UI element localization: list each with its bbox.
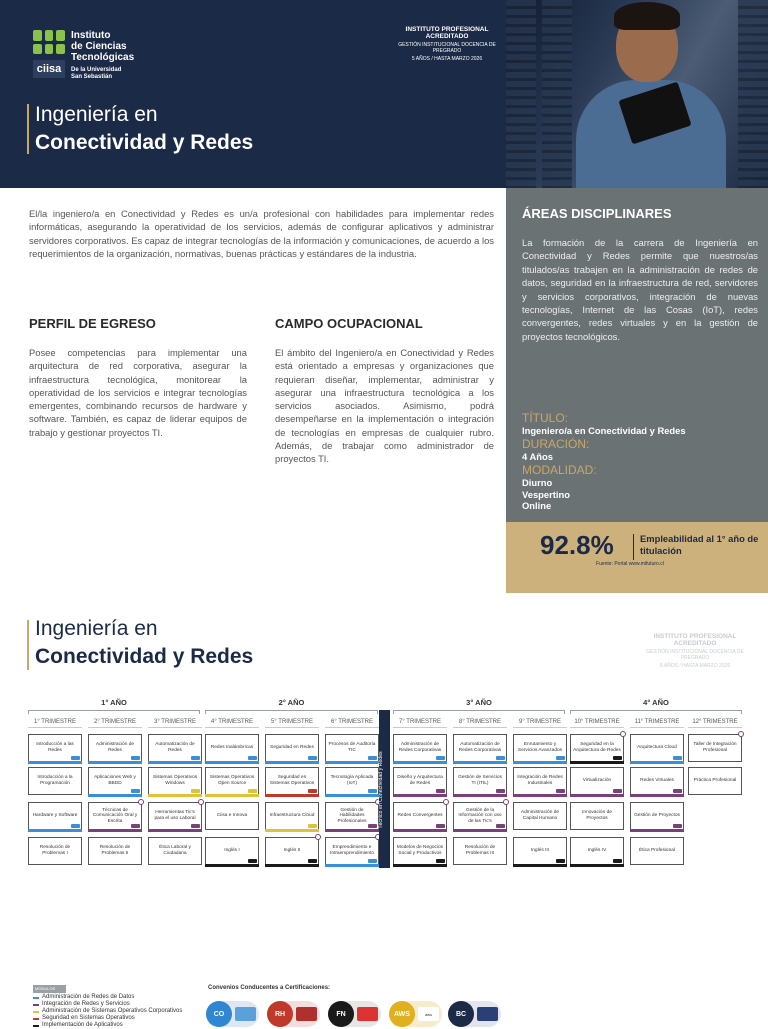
course-box (570, 734, 624, 762)
logo-brand-text: ciisa (33, 60, 65, 78)
course-name: Modelos de Negocios Social y Productivos (396, 845, 444, 856)
module-color-bar (393, 761, 447, 764)
module-color-bar (630, 761, 684, 764)
title-accent-bar (27, 104, 29, 154)
cert-badge-fn: FN (328, 1001, 381, 1027)
trimester-header: 6° TRIMESTRE (325, 716, 379, 728)
year-divider (28, 710, 200, 711)
module-badge-icon (613, 756, 622, 760)
course-box (148, 802, 202, 830)
course-name: Seguridad en la Arquitectura de Redes (573, 742, 621, 753)
institution-name: Instituto de Ciencias Tecnológicas (71, 30, 135, 63)
course-box (630, 734, 684, 762)
module-badge-icon (368, 789, 377, 793)
module-color-bar (570, 761, 624, 764)
cert-badge-rh: RH (267, 1001, 320, 1027)
module-color-bar (28, 829, 82, 832)
course-name: Enrutamiento y Servicios Avanzados (517, 742, 563, 753)
module-badge-icon (248, 859, 257, 863)
course-name: Técnicas de Comunicación Oral y Escrita (92, 807, 138, 824)
course-box (265, 837, 319, 865)
course-box (205, 767, 259, 795)
modalidad-value: Online (522, 500, 552, 511)
course-name: Administración de Capital Humano (520, 810, 560, 821)
module-badge-icon (368, 824, 377, 828)
titulo-value: Ingeniero/a en Conectividad y Redes (522, 425, 686, 436)
course-name: Virtualización (582, 778, 612, 784)
course-name: Ciisa e Innova (216, 813, 248, 819)
module-badge-icon (71, 756, 80, 760)
module-badge-icon (673, 824, 682, 828)
certification-dot-icon (138, 799, 144, 805)
module-color-bar (570, 864, 624, 867)
course-name: Introducción a la Programación (37, 775, 73, 786)
course-name: Gestión de Habilidades Profesionales (337, 807, 367, 824)
title-accent-bar (27, 620, 29, 670)
year-label: 3° AÑO (466, 698, 492, 707)
course-name: Taller de Integración Profesional (693, 742, 737, 753)
course-name: Automatización de Redes (155, 742, 195, 753)
course-name: Tecnología Aplicada (IoT) (330, 775, 374, 786)
modalidad-value: Vespertino (522, 488, 570, 500)
course-name: Administración de Redes (95, 742, 135, 753)
year-tick (28, 710, 29, 714)
module-color-bar (205, 794, 259, 797)
course-box (453, 767, 507, 795)
module-badge-icon (308, 824, 317, 828)
legend-heading: MÓDULOS (33, 985, 66, 993)
module-badge-icon (368, 859, 377, 863)
course-name: Gestión de la Información con uso de las Tic's (458, 807, 502, 824)
employability-label: Empleabilidad al 1° año de titulación (640, 533, 759, 556)
module-badge-icon (436, 859, 445, 863)
module-color-bar (265, 794, 319, 797)
course-name: Seguridad en Sistemas Operativos (269, 775, 315, 786)
module-badge-icon (556, 859, 565, 863)
course-box (28, 802, 82, 830)
course-box (28, 837, 82, 865)
course-name: Emprendimiento e Intraemprendimiento (330, 845, 374, 856)
cert-badge-co: CO (206, 1001, 259, 1027)
employability-value: 92.8% (540, 530, 614, 560)
course-name: Diseño y Arquitectura de Redes (397, 775, 443, 786)
course-box (148, 734, 202, 762)
module-badge-icon (248, 789, 257, 793)
course-name: Práctica Profesional (693, 778, 737, 784)
legend-item: Seguridad en Sistemas Operativos (33, 1015, 135, 1022)
titulo-label: TÍTULO: (522, 411, 569, 425)
module-badge-icon (436, 789, 445, 793)
intro-paragraph: El/la ingeniero/a en Conectividad y Redes es un/a profesional con habilidades para implementar redes informáticas, asegurando la operatividad de los servicios, además de configurar aplicativos y administrar servidores corporativos. Es capaz de integrar tecnologías de la información y comunicaciones, de acuerdo a los requerimientos de la organización, normativas, buenas prácticas y estándares de la industria. (29, 208, 494, 259)
modalidad-value: Diurno (522, 477, 553, 488)
module-color-bar (148, 794, 202, 797)
course-name: Automatización de Redes Corporativas (458, 742, 502, 753)
course-box (205, 734, 259, 762)
course-name: Inglés I (224, 848, 240, 854)
module-color-bar (205, 864, 259, 867)
certification-dot-icon (503, 799, 509, 805)
module-badge-icon (436, 824, 445, 828)
course-box (630, 837, 684, 865)
module-badge-icon (308, 756, 317, 760)
perfil-text: Posee competencias para implementar una arquitectura de red corporativa, asegurar la infraestructura tecnológica, monitorear la operatividad de los servicios e integrar tecnologías emergentes, combinando recursos de hardware y software. También, es capaz de liderar equipos de trabajo y gestionar proyectos TI. (29, 347, 247, 438)
course-name: Ética Profesional (639, 848, 675, 854)
year-tick (570, 710, 571, 714)
year-label: 2° AÑO (278, 698, 305, 707)
module-color-bar (325, 829, 379, 832)
course-box (325, 767, 379, 795)
year-tick (741, 710, 742, 714)
course-box (88, 837, 142, 865)
module-badge-icon (191, 756, 200, 760)
year-label: 1° AÑO (101, 698, 127, 707)
course-name: Gestión de Proyectos (634, 813, 680, 819)
module-color-bar (265, 761, 319, 764)
duracion-label: DURACIÓN: (522, 437, 590, 451)
employability-stat (506, 522, 768, 593)
module-badge-icon (613, 789, 622, 793)
course-box (148, 767, 202, 795)
logo-mark-icon (33, 30, 65, 54)
course-box (205, 802, 259, 830)
module-badge-icon (496, 756, 505, 760)
legend-item: Administración de Redes de Datos (33, 994, 134, 1001)
course-name: Redes Convergentes (397, 813, 443, 819)
module-color-bar (453, 794, 507, 797)
header-banner (0, 0, 768, 188)
employability-source: Fuente: Portal www.mifuturo.cl (596, 561, 664, 567)
course-name: Inglés II (283, 848, 301, 854)
module-color-bar (513, 794, 567, 797)
course-name: Gestión de Servicios TI (ITIL) (458, 775, 502, 786)
perfil-heading: PERFIL DE EGRESO (29, 316, 156, 331)
course-box (265, 802, 319, 830)
course-name: Ética Laboral y Ciudadana (159, 845, 191, 856)
year-divider (570, 710, 742, 711)
curriculum-title-line1: Ingeniería en (35, 617, 158, 640)
course-box (453, 734, 507, 762)
header-photo (506, 0, 768, 188)
course-box (325, 837, 379, 865)
module-badge-icon (191, 789, 200, 793)
trimester-header: 1° TRIMESTRE (28, 716, 82, 728)
course-box (513, 734, 567, 762)
module-badge-icon (131, 756, 140, 760)
module-badge-icon (613, 859, 622, 863)
module-badge-icon (436, 756, 445, 760)
cert-badge-aws: AWS aws (389, 1001, 442, 1027)
page-title-line1: Ingeniería en (35, 103, 158, 126)
course-box (453, 837, 507, 865)
course-box (513, 837, 567, 865)
module-color-bar (453, 829, 507, 832)
course-name: Herramientas Tic's para el uso Laboral (154, 810, 196, 821)
course-box (265, 767, 319, 795)
certification-dot-icon (443, 799, 449, 805)
page-title-line2: Conectividad y Redes (35, 131, 254, 154)
course-box (513, 767, 567, 795)
module-color-bar (148, 829, 202, 832)
course-box (28, 767, 82, 795)
module-color-bar (393, 864, 447, 867)
module-badge-icon (131, 824, 140, 828)
course-name: Integración de Redes Industriales (517, 775, 563, 786)
course-box (325, 734, 379, 762)
course-box (570, 802, 624, 830)
accreditation-seal: INSTITUTO PROFESIONAL ACREDITADO GESTIÓN INSTITUCIONAL DOCENCIA DE PREGRADO 5 AÑOS / HASTA MARZO 2026 (398, 26, 496, 62)
certification-dot-icon (198, 799, 204, 805)
technical-degree-label: Técnico en Conectividad y Redes (378, 751, 384, 829)
year-label: 4° AÑO (643, 698, 669, 707)
module-badge-icon (556, 756, 565, 760)
campo-text: El ámbito del Ingeniero/a en Conectividad y Redes está orientado a empresas y organizaciones que requieran diseñar, implementar, administrar y asegurar una infraestructura tecnológica a los servicios asociados. Asimismo, podrá desempeñarse en la implementación o integración de tecnologías en empresas de cualquier rubro. Además, de trabajar como administrador de proyectos TI. (275, 347, 494, 465)
module-color-bar (570, 794, 624, 797)
year-tick (393, 710, 394, 714)
course-name: Redes Inalámbricas (210, 745, 254, 751)
ciisa-logo (33, 30, 65, 80)
module-color-bar (88, 829, 142, 832)
course-box (88, 802, 142, 830)
legend-item: Administración de Sistemas Operativos Corporativos (33, 1008, 182, 1015)
module-badge-icon (248, 756, 257, 760)
course-name: Resolución de Problemas I (39, 845, 71, 856)
course-box (630, 767, 684, 795)
trimester-header: 2° TRIMESTRE (88, 716, 142, 728)
course-box (570, 837, 624, 865)
year-divider (205, 710, 378, 711)
module-color-bar (393, 794, 447, 797)
areas-panel (506, 188, 768, 522)
trimester-header: 10° TRIMESTRE (570, 716, 624, 728)
module-color-bar (393, 829, 447, 832)
duracion-value: 4 Años (522, 451, 553, 462)
accreditation-seal: INSTITUTO PROFESIONAL ACREDITADO GESTIÓN INSTITUCIONAL DOCENCIA DE PREGRADO 5 AÑOS / HASTA MARZO 2026 (646, 633, 744, 669)
year-tick (564, 710, 565, 714)
module-badge-icon (308, 859, 317, 863)
course-name: Sistemas Operativos Windows (152, 775, 198, 786)
course-box (393, 837, 447, 865)
course-box (88, 767, 142, 795)
module-badge-icon (308, 789, 317, 793)
module-badge-icon (131, 789, 140, 793)
course-box (513, 802, 567, 830)
module-badge-icon (368, 756, 377, 760)
course-box (393, 767, 447, 795)
certification-dot-icon (315, 834, 321, 840)
course-box (28, 734, 82, 762)
legend-item: Implementación de Aplicativos (33, 1022, 123, 1029)
module-color-bar (630, 794, 684, 797)
trimester-header: 7° TRIMESTRE (393, 716, 447, 728)
module-badge-icon (556, 789, 565, 793)
course-box (325, 802, 379, 830)
course-name: Redes Virtuales (640, 778, 674, 784)
course-name: Introducción a las Redes (36, 742, 74, 753)
course-name: Resolución de Problemas II (99, 845, 131, 856)
curriculum-title-line2: Conectividad y Redes (35, 645, 254, 668)
course-name: Resolución de Problemas III (464, 845, 496, 856)
module-badge-icon (191, 824, 200, 828)
module-color-bar (205, 761, 259, 764)
module-badge-icon (673, 756, 682, 760)
course-name: Innovación de Proyectos (582, 810, 612, 821)
course-box (205, 837, 259, 865)
year-tick (199, 710, 200, 714)
module-color-bar (513, 864, 567, 867)
course-name: Aplicaciones Web y BBDD (94, 775, 136, 786)
course-name: Inglés III (530, 848, 550, 854)
course-box (630, 802, 684, 830)
course-box (265, 734, 319, 762)
course-name: Hardware y Software (32, 813, 78, 819)
areas-heading: ÁREAS DISCIPLINARES (522, 206, 672, 221)
module-color-bar (325, 761, 379, 764)
convenios-heading: Convenios Conducentes a Certificaciones: (208, 985, 331, 991)
module-color-bar (88, 761, 142, 764)
trimester-header: 8° TRIMESTRE (453, 716, 507, 728)
module-color-bar (28, 761, 82, 764)
university-name: De la Universidad San Sebastián (71, 67, 122, 80)
course-name: Sistemas Operativos Open Source (209, 775, 255, 786)
trimester-header: 11° TRIMESTRE (630, 716, 684, 728)
areas-text: La formación de la carrera de Ingeniería en Conectividad y Redes permite que nuestros/as titulados/as trabajen en la administración de redes de datos, seguridad en la infraestructura de red, servidores y servicios corporativos, integración de nuevas tecnologías, Internet de las Cosas (IoT), redes convergentes, redes virtuales y en la gestión de proyectos tecnológicos. (522, 237, 758, 342)
course-name: Infraestructura Cloud (269, 813, 315, 819)
module-badge-icon (496, 789, 505, 793)
module-color-bar (148, 761, 202, 764)
course-box (688, 767, 742, 795)
year-divider (393, 710, 565, 711)
modalidad-label: MODALIDAD: (522, 463, 597, 477)
course-box (393, 734, 447, 762)
module-color-bar (453, 761, 507, 764)
cert-badge-bc: BC (448, 1001, 501, 1027)
certification-dot-icon (738, 731, 744, 737)
trimester-header: 12° TRIMESTRE (688, 716, 742, 728)
legend-item: Integración de Redes y Servicios (33, 1001, 130, 1008)
trimester-header: 5° TRIMESTRE (265, 716, 319, 728)
module-badge-icon (71, 824, 80, 828)
trimester-header: 4° TRIMESTRE (205, 716, 259, 728)
module-color-bar (325, 864, 379, 867)
module-badge-icon (496, 824, 505, 828)
course-box (148, 837, 202, 865)
module-color-bar (630, 829, 684, 832)
trimester-header: 3° TRIMESTRE (148, 716, 202, 728)
course-name: Arquitectura Cloud (637, 745, 677, 751)
module-color-bar (265, 829, 319, 832)
course-box (88, 734, 142, 762)
course-name: Seguridad en Redes (270, 745, 314, 751)
module-color-bar (265, 864, 319, 867)
course-box (688, 734, 742, 762)
module-color-bar (513, 761, 567, 764)
campo-heading: CAMPO OCUPACIONAL (275, 316, 423, 331)
course-name: Administración de Redes Corporativas (398, 742, 442, 753)
trimester-header: 9° TRIMESTRE (513, 716, 567, 728)
course-box (393, 802, 447, 830)
course-name: Procesos de Auditoría TIC (328, 742, 376, 753)
certification-dot-icon (620, 731, 626, 737)
module-badge-icon (673, 789, 682, 793)
year-tick (205, 710, 206, 714)
course-name: Inglés IV (587, 848, 607, 854)
module-color-bar (325, 794, 379, 797)
course-box (453, 802, 507, 830)
course-box (570, 767, 624, 795)
module-color-bar (88, 794, 142, 797)
